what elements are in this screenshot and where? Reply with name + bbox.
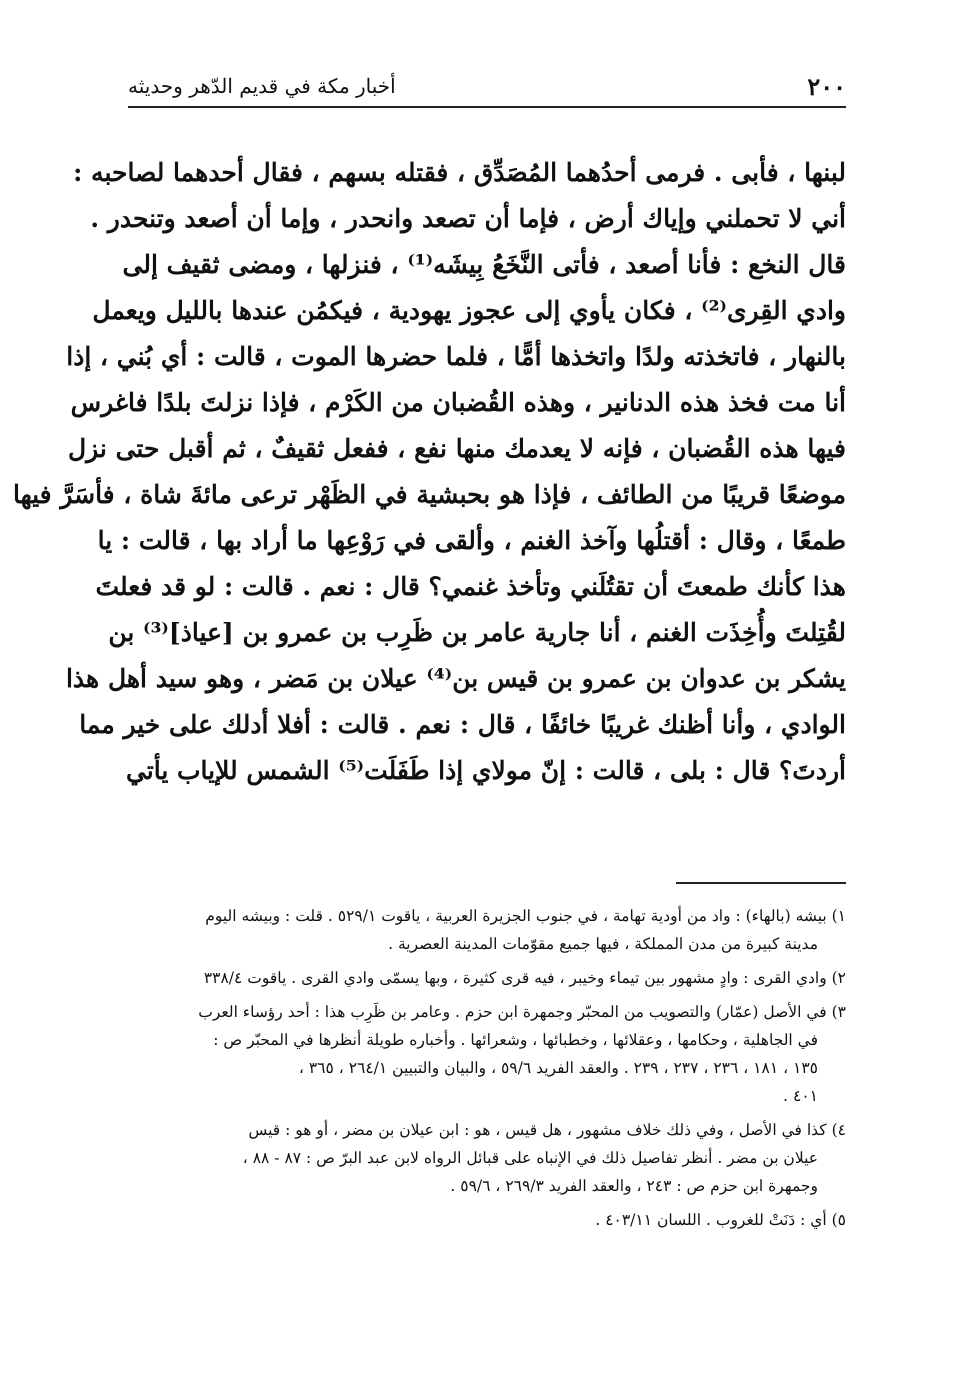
text-line: بالنهار ، فاتخذته ولدًا واتخذها أمًّا ، فلما حضرها الموت ، قالت : أي بُني ، إذا — [66, 342, 846, 371]
footnote-5 — [128, 1206, 846, 1234]
footnote-1 — [128, 902, 846, 958]
running-title: أخبار مكة في قديم الدّهر وحديثه — [128, 74, 396, 98]
footnote-2 — [128, 964, 846, 992]
text-line: يشكر بن عدوان بن عمرو بن قيس بن⁽⁴⁾ عيلان بن مَضر ، وهو سيد أهل هذا — [65, 664, 846, 693]
footnotes-block — [128, 902, 846, 1240]
footnote-line: ١٣٥ ، ١٨١ ، ٢٣٦ ، ٢٣٧ ، ٢٣٩ . والعقد الفريد ٥٩/٦ ، والبيان والتبيين ٢٦٤/١ ، ٣٦٥ ، — [298, 1059, 818, 1077]
text-line: أنا مت فخذ هذه الدنانير ، وهذه القُضبان من الكَرْم ، فإذا نزلتَ بلدًا فاغرس — [70, 388, 846, 417]
text-line: قال النخع : فأنا أصعد ، فأتى النَّخَعُ بِيشَه⁽¹⁾ ، فنزلها ، ومضى ثقيف إلى — [122, 250, 846, 279]
footnote-line: ٤٠١ . — [783, 1087, 818, 1105]
text-line: فيها هذه القُضبان ، فإنه لا يعدمك منها نفع ، ففعل ثقيفٌ ، ثم أقبل حتى نزل — [67, 434, 846, 463]
text-line: موضعًا قريبًا من الطائف ، فإذا هو بحبشية في الظَهْر ترعى مائةَ شاة ، فأسَرَّ فيها — [12, 480, 846, 509]
footnote-line: عيلان بن مضر . أنظر تفاصيل ذلك في الإنباه على قبائل الرواه لابن عبد البرّ ص : ٨٧ - ٨٨ ، — [242, 1149, 818, 1167]
footnote-line: ٢) وادي القرى : وادٍ مشهور بين تيماء وخيبر ، فيه قرى كثيرة ، وبها يسمّى وادي القرى . ياقوت ٣٣٨/٤ — [203, 969, 846, 987]
footnote-line: ١) بيشه (بالهاء) : واد من أودية تهامة ، في جنوب الجزيرة العربية ، ياقوت ٥٢٩/١ . قلت : وبيشه اليوم — [205, 907, 846, 925]
footnote-3 — [128, 998, 846, 1110]
text-line: لقُتِلتَ وأُخِذَت الغنم ، أنا جارية عامر بن ظَرِب بن عمرو بن [عياذ]⁽³⁾ بن — [108, 618, 846, 647]
page-header — [128, 66, 846, 108]
footnote-separator — [676, 882, 846, 884]
footnote-line: وجمهرة ابن حزم ص : ٢٤٣ ، والعقد الفريد ٢٦٩/٣ ، ٥٩/٦ . — [450, 1177, 818, 1195]
text-line: أني لا تحملني وإياك أرض ، فإما أن تصعد وانحدر ، وإما أن أصعد وتنحدر . — [90, 204, 846, 233]
footnote-line: في الجاهلية ، وحكامها ، وعقلائها ، وخطبائها ، وشعرائها . وأخباره طويلة أنظرها في المحبّر ص : — [213, 1031, 818, 1049]
footnote-line: مدينة كبيرة من مدن المملكة ، فيها جميع مقوّمات المدينة العصرية . — [388, 935, 818, 953]
footnote-4 — [128, 1116, 846, 1200]
footnote-line: ٤) كذا في الأصل ، وفي ذلك خلاف مشهور ، هل قيس ، هو : ابن عيلان بن مضر ، أو هو : قيس — [248, 1121, 846, 1139]
main-text-block — [12, 150, 846, 794]
text-line: أردتَ؟ قال : بلى ، قالت : إنّ مولاي إذا طَفَلَت⁽⁵⁾ الشمس للإياب يأتي — [125, 756, 846, 785]
footnote-line: ٣) في الأصل (عمّار) والتصويب من المحبّر وجمهرة ابن حزم . وعامر بن ظَرِب هذا : أحد رؤساء العرب — [198, 1003, 846, 1021]
footnote-line: ٥) أي : دَنَتْ للغروب . اللسان ٤٠٣/١١ . — [595, 1211, 846, 1229]
text-line: وادي القِرى⁽²⁾ ، فكان يأوي إلى عجوز يهودية ، فيكمُن عندها بالليل ويعمل — [92, 296, 846, 325]
text-line: الوادي ، وأنا أظنك غريبًا خائفًا ، قال : نعم . قالت : أفلا أدلك على خير مما — [79, 710, 846, 739]
page-number: ٢٠٠ — [807, 71, 846, 101]
text-line: لبنها ، فأبى . فرمى أحدُهما المُصَدِّق ، فقتله بسهم ، فقال أحدهما لصاحبه : — [73, 158, 846, 187]
text-line: هذا كأنك طمعتَ أن تقتُلَني وتأخذ غنمي؟ قال : نعم . قالت : لو قد فعلتَ — [95, 572, 846, 601]
text-line: طمعًا ، وقال : أقتلُها وآخذ الغنم ، وألقى في رَوْعِها ما أراد بها ، قالت : يا — [97, 526, 846, 555]
